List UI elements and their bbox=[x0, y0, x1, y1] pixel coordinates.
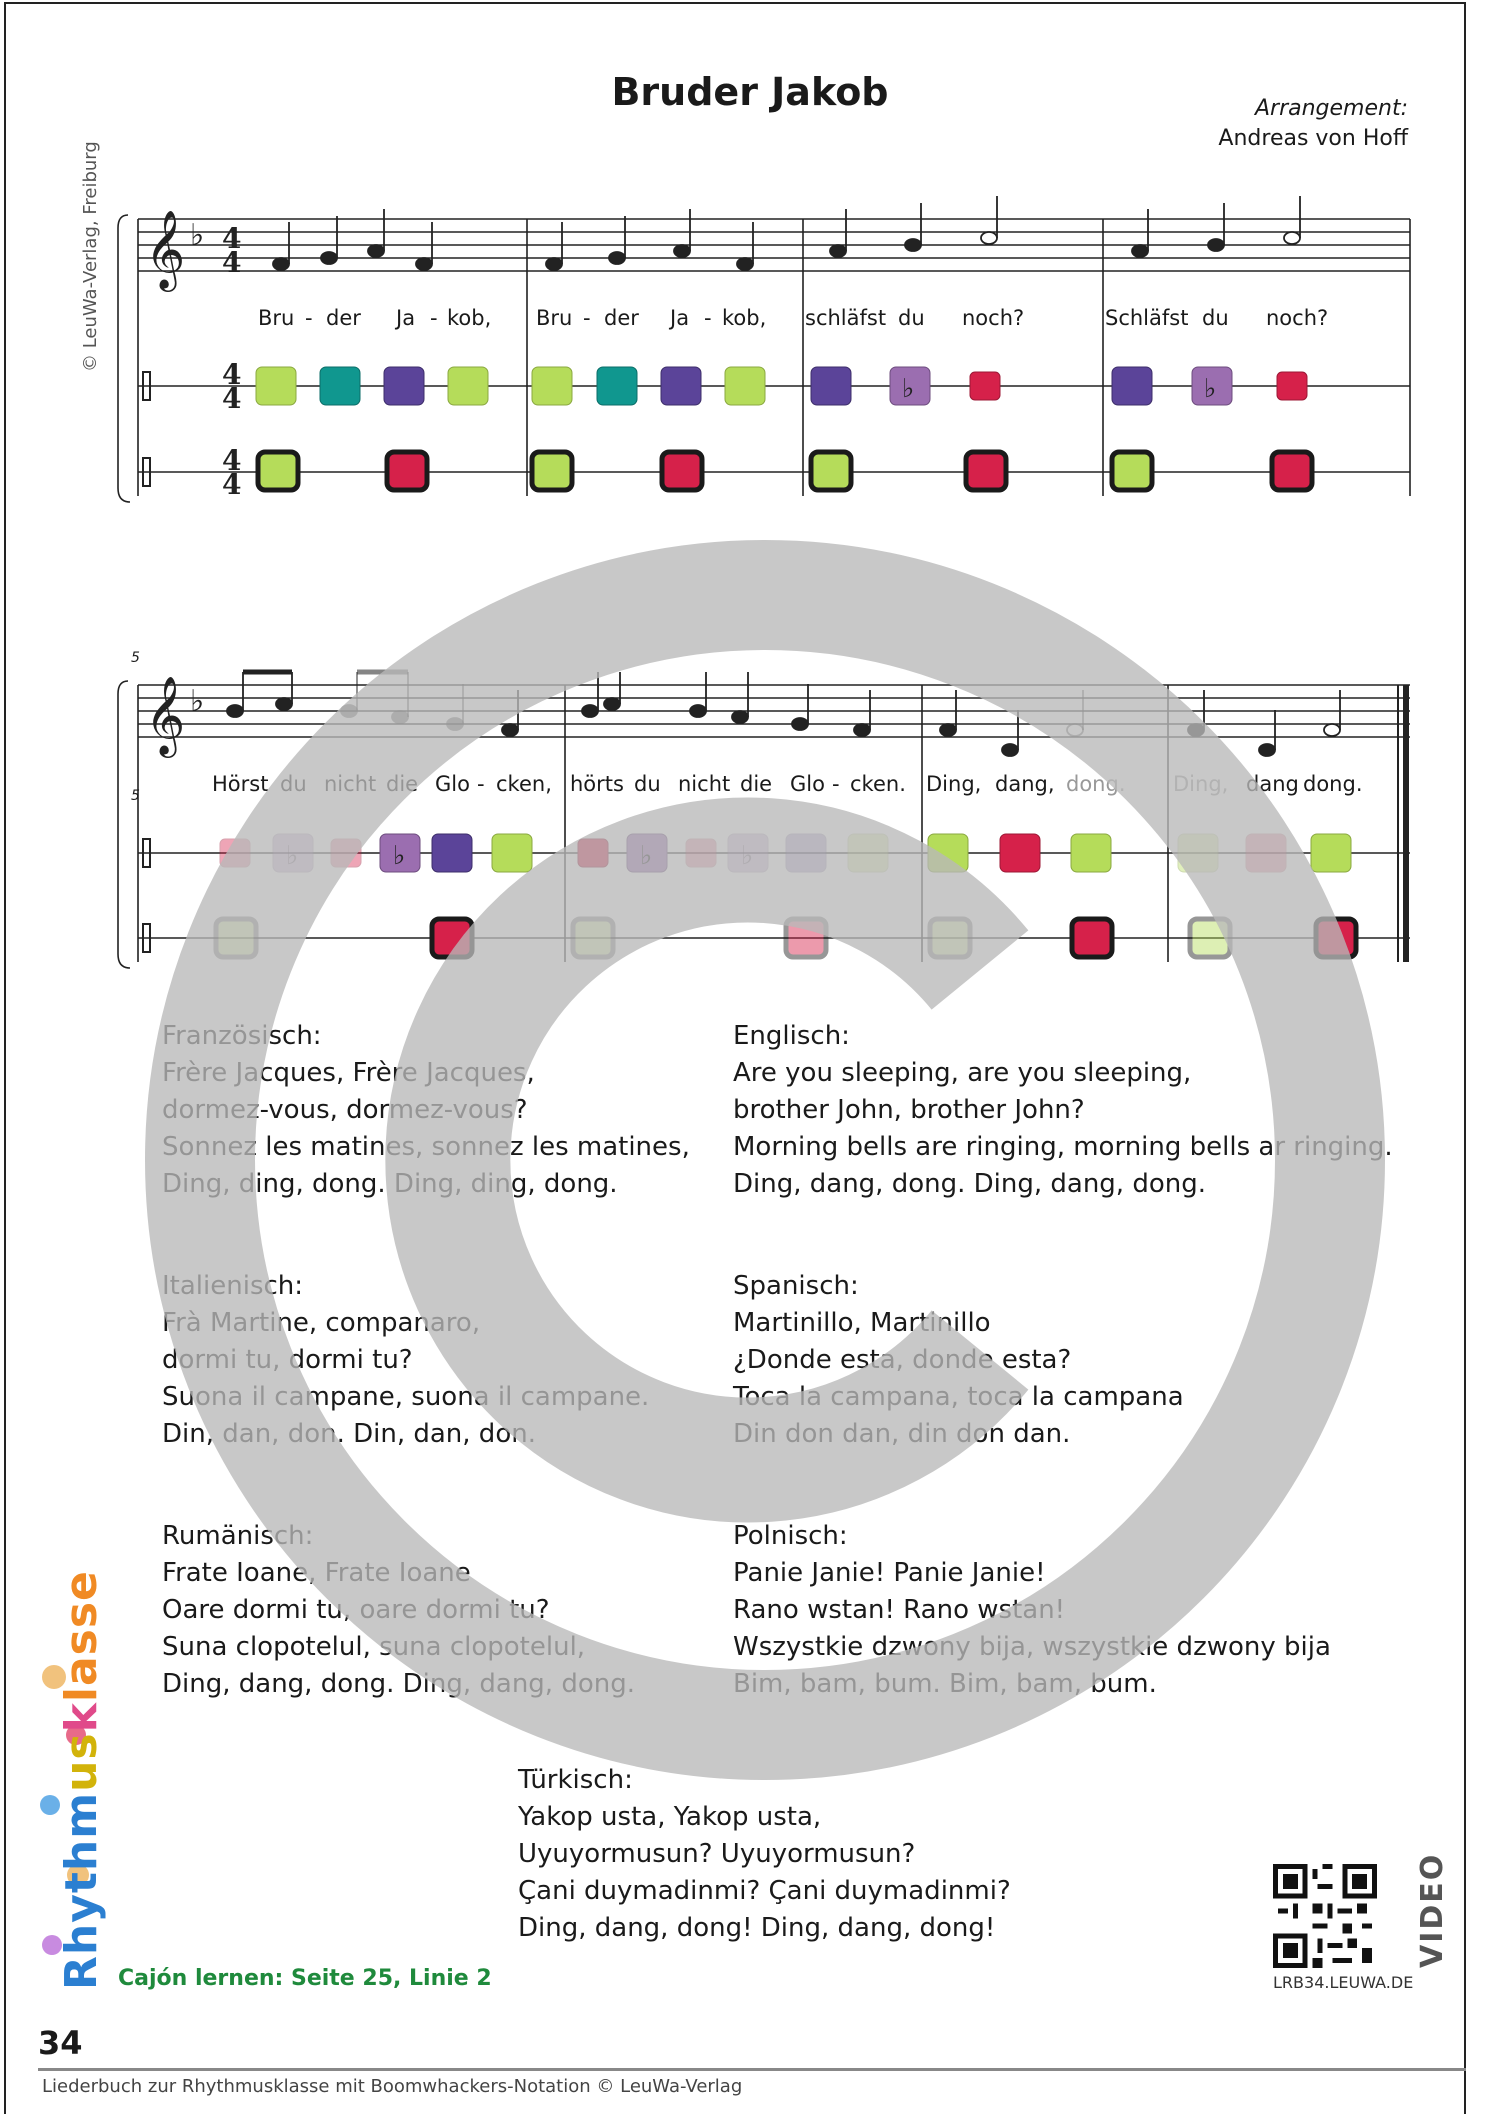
treble-clef-icon: 𝄞 bbox=[145, 210, 186, 289]
lyric-syllable: dong. bbox=[1303, 772, 1363, 796]
lyric-hyphen: - bbox=[477, 772, 485, 796]
video-label: VIDEO bbox=[1415, 1852, 1450, 1968]
verse-label: Italienisch: bbox=[162, 1271, 304, 1301]
lyric-syllable: dong. bbox=[1066, 772, 1126, 796]
lyric-syllable: Glo bbox=[435, 772, 470, 796]
logo-text: Rhythmusklasse bbox=[56, 1570, 107, 1990]
verse-line: Martinillo, Martinillo bbox=[733, 1308, 991, 1338]
lyric-syllable: cken. bbox=[850, 772, 906, 796]
verse-line: Toca la campana, toca la campana bbox=[733, 1382, 1184, 1412]
verse-english bbox=[733, 1018, 1393, 1203]
svg-text:4: 4 bbox=[222, 444, 242, 477]
verse-label: Türkisch: bbox=[518, 1765, 633, 1795]
verse-line: dormi tu, dormi tu? bbox=[162, 1345, 413, 1375]
verse-line: Bim, bam, bum. Bim, bam, bum. bbox=[733, 1669, 1157, 1699]
svg-text:♭: ♭ bbox=[640, 841, 653, 871]
svg-text:♭: ♭ bbox=[902, 374, 915, 404]
verse-line: Frate Ioane, Frate Ioane bbox=[162, 1558, 471, 1588]
lyric-syllable: schläfst bbox=[805, 306, 887, 330]
lyric-syllable: dang bbox=[1246, 772, 1299, 796]
verse-line: dormez-vous, dormez-vous? bbox=[162, 1095, 528, 1125]
lyric-hyphen: - bbox=[832, 772, 840, 796]
verse-line: brother John, brother John? bbox=[733, 1095, 1085, 1125]
svg-text:♭: ♭ bbox=[190, 684, 205, 719]
lyric-syllable: Bru bbox=[536, 306, 573, 330]
lyric-syllable: du bbox=[1202, 306, 1229, 330]
svg-text:𝄞: 𝄞 bbox=[145, 676, 186, 755]
lyric-syllable: die bbox=[740, 772, 773, 796]
lyric-hyphen: - bbox=[305, 306, 313, 330]
lyric-syllable: Schläfst bbox=[1105, 306, 1189, 330]
lyric-syllable: kob, bbox=[722, 306, 767, 330]
verse-line: ¿Donde esta, donde esta? bbox=[733, 1345, 1072, 1375]
verse-line: Panie Janie! Panie Janie! bbox=[733, 1558, 1046, 1588]
verse-turkish bbox=[518, 1762, 1011, 1947]
lyric-syllable: Ding, bbox=[926, 772, 982, 796]
verse-spanish bbox=[733, 1268, 1184, 1453]
verse-romanian bbox=[162, 1518, 635, 1703]
arranger-name: Andreas von Hoff bbox=[1218, 126, 1408, 151]
music-score bbox=[0, 0, 1500, 1000]
verse-line: Uyuyormusun? Uyuyormusun? bbox=[518, 1839, 916, 1869]
lyric-syllable: kob, bbox=[447, 306, 492, 330]
lyric-syllable: cken, bbox=[496, 772, 552, 796]
page-number: 34 bbox=[38, 2024, 83, 2062]
verse-line: Çani duymadinmi? Çani duymadinmi? bbox=[518, 1876, 1011, 1906]
verse-line: Ding, dang, dong. Ding, dang, dong. bbox=[162, 1669, 635, 1699]
lyric-syllable: der bbox=[604, 306, 639, 330]
lyric-syllable: Hörst bbox=[212, 772, 269, 796]
verse-line: Ding, dang, dong. Ding, dang, dong. bbox=[733, 1169, 1206, 1199]
verse-line: Oare dormi tu, oare dormi tu? bbox=[162, 1595, 550, 1625]
svg-text:4: 4 bbox=[222, 246, 242, 279]
verse-label: Rumänisch: bbox=[162, 1521, 314, 1551]
verse-label: Spanisch: bbox=[733, 1271, 859, 1301]
verse-line: Ding, ding, dong. Ding, ding, dong. bbox=[162, 1169, 618, 1199]
lyric-syllable: Ding, bbox=[1173, 772, 1229, 796]
svg-text:4: 4 bbox=[222, 222, 242, 255]
svg-text:4: 4 bbox=[222, 382, 242, 415]
verse-line: Sonnez les matines, sonnez les matines, bbox=[162, 1132, 690, 1162]
lyric-hyphen: - bbox=[430, 306, 438, 330]
cajon-reference: Cajón lernen: Seite 25, Linie 2 bbox=[118, 1966, 492, 1991]
lyric-syllable: Glo bbox=[790, 772, 825, 796]
svg-text:♭: ♭ bbox=[190, 218, 205, 253]
verse-line: Suona il campane, suona il campane. bbox=[162, 1382, 650, 1412]
verse-label: Polnisch: bbox=[733, 1521, 848, 1551]
verse-line: Frà Martine, companaro, bbox=[162, 1308, 481, 1338]
svg-text:4: 4 bbox=[222, 468, 242, 501]
lyric-syllable: hörts bbox=[570, 772, 624, 796]
lyric-syllable: noch? bbox=[962, 306, 1025, 330]
svg-text:♭: ♭ bbox=[286, 841, 299, 871]
side-copyright: © LeuWa-Verlag, Freiburg bbox=[80, 141, 101, 372]
verse-line: Yakop usta, Yakop usta, bbox=[518, 1802, 822, 1832]
song-title: Bruder Jakob bbox=[611, 70, 889, 114]
footer-rule bbox=[38, 2068, 1466, 2071]
verse-polish bbox=[733, 1518, 1331, 1703]
verse-italian bbox=[162, 1268, 649, 1453]
qr-code-icon[interactable] bbox=[1273, 1864, 1377, 1968]
verse-line: Suna clopotelul, suna clopotelul, bbox=[162, 1632, 586, 1662]
verse-line: Din, dan, don. Din, dan, don. bbox=[162, 1419, 536, 1449]
lyric-syllable: noch? bbox=[1266, 306, 1329, 330]
svg-text:♭: ♭ bbox=[741, 841, 754, 871]
verse-line: Din don dan, din don dan. bbox=[733, 1419, 1071, 1449]
footer-text: Liederbuch zur Rhythmusklasse mit Boomwhackers-Notation © LeuWa-Verlag bbox=[42, 2076, 743, 2097]
verse-label: Englisch: bbox=[733, 1021, 850, 1051]
lyric-syllable: nicht bbox=[324, 772, 377, 796]
arrangement-label: Arrangement: bbox=[1254, 96, 1408, 121]
lyric-syllable: der bbox=[326, 306, 361, 330]
verse-line: Wszystkie dzwony bija, wszystkie dzwony bija bbox=[733, 1632, 1331, 1662]
verse-line: Ding, dang, dong! Ding, dang, dong! bbox=[518, 1913, 996, 1943]
verse-french bbox=[162, 1018, 690, 1203]
verse-line: Morning bells are ringing, morning bells ar ringing. bbox=[733, 1132, 1393, 1162]
lyric-syllable: dang, bbox=[995, 772, 1055, 796]
lyric-syllable: du bbox=[634, 772, 661, 796]
measure-number: 5 bbox=[131, 650, 140, 666]
lyric-syllable: Bru bbox=[258, 306, 295, 330]
svg-text:♭: ♭ bbox=[393, 841, 406, 871]
lyric-syllable: du bbox=[280, 772, 307, 796]
lyric-syllable: die bbox=[386, 772, 419, 796]
verse-line: Frère Jacques, Frère Jacques, bbox=[162, 1058, 535, 1088]
video-url[interactable]: LRB34.LEUWA.DE bbox=[1273, 1973, 1414, 1992]
verse-line: Are you sleeping, are you sleeping, bbox=[733, 1058, 1192, 1088]
lyric-syllable: nicht bbox=[678, 772, 731, 796]
lyric-syllable: Ja bbox=[670, 306, 690, 330]
verse-label: Französisch: bbox=[162, 1021, 322, 1051]
lyric-hyphen: - bbox=[583, 306, 591, 330]
svg-text:4: 4 bbox=[222, 358, 242, 391]
lyric-syllable: Ja bbox=[396, 306, 416, 330]
lyric-hyphen: - bbox=[704, 306, 712, 330]
verse-line: Rano wstan! Rano wstan! bbox=[733, 1595, 1066, 1625]
measure-number: 5 bbox=[131, 788, 140, 804]
svg-text:♭: ♭ bbox=[1204, 374, 1217, 404]
lyric-syllable: du bbox=[898, 306, 925, 330]
